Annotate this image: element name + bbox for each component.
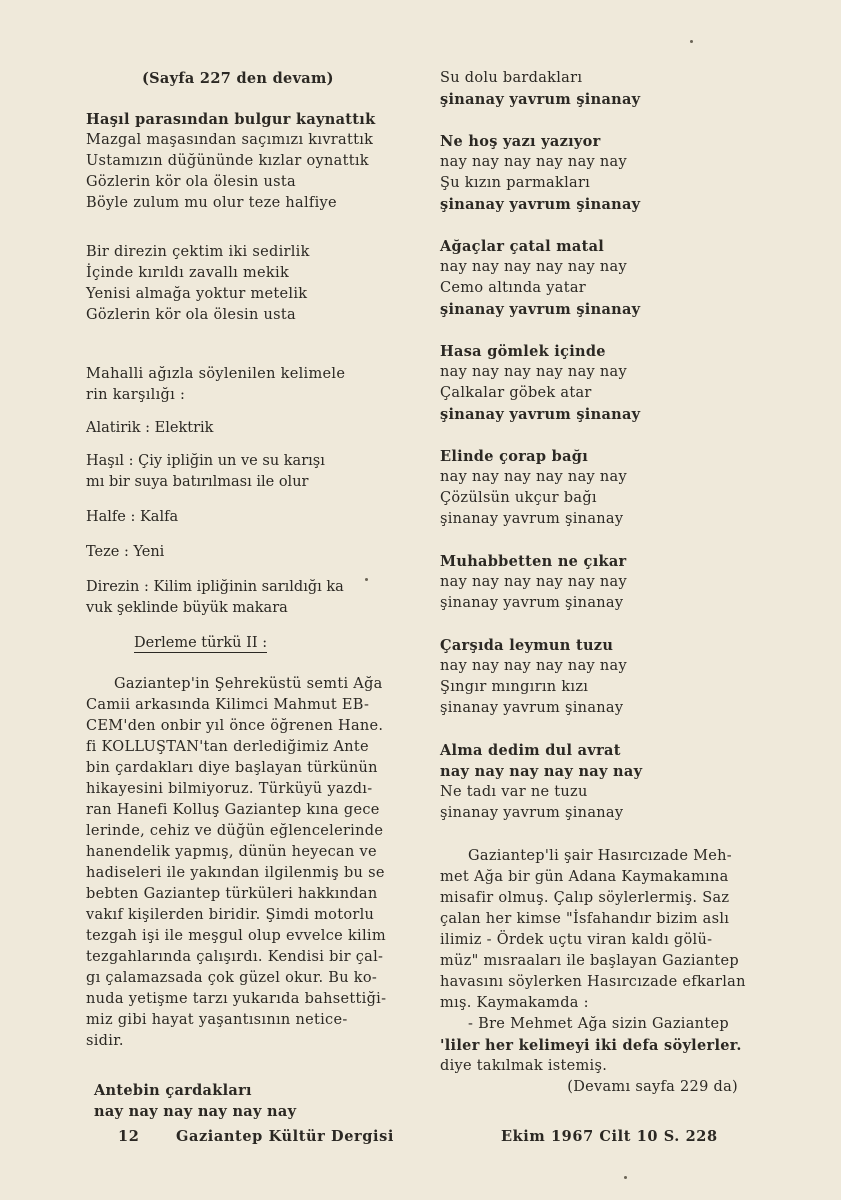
song-line: nay nay nay nay nay nay	[440, 469, 627, 485]
anecdote-line: - Bre Mehmet Ağa sizin Gaziantep	[468, 1016, 729, 1032]
issue-info: Ekim 1967 Cilt 10 S. 228	[501, 1128, 718, 1145]
song-stanza-3	[440, 236, 760, 320]
paragraph-line: hanendelik yapmış, dünün heyecan ve	[86, 844, 377, 860]
song-line: Şıngır mıngırın kızı	[440, 679, 589, 695]
poem-line: Yenisi almağa yoktur metelik	[86, 286, 308, 302]
glossary-entry-hasil: Haşıl : Çiy ipliğin un ve su karışı	[86, 453, 325, 469]
anecdote-line: mış. Kaymakamda :	[440, 995, 589, 1011]
song-line: Çalkalar göbek atar	[440, 385, 592, 401]
song-line: nay nay nay nay nay nay	[94, 1103, 297, 1120]
paragraph-line: bin çardakları diye başlayan türkünün	[86, 760, 378, 776]
article-paragraph	[86, 674, 416, 1052]
song-stanza-2	[440, 131, 760, 215]
anecdote-paragraph	[440, 846, 760, 1098]
continued-to-note: (Devamı sayfa 229 da)	[567, 1079, 738, 1095]
paragraph-line: lerinde, cehiz ve düğün eğlencelerinde	[86, 823, 384, 839]
song-line: şinanay yavrum şinanay	[440, 595, 624, 611]
print-speck	[690, 40, 693, 43]
glossary-intro-line: Mahalli ağızla söylenilen kelimele	[86, 366, 346, 382]
glossary-entry-direzin-cont: vuk şeklinde büyük makara	[86, 600, 288, 616]
song-line: Çözülsün ukçur bağı	[440, 490, 597, 506]
glossary-entry-halfe: Halfe : Kalfa	[86, 509, 179, 525]
right-column	[440, 68, 760, 1098]
section-heading-text: Derleme türkü II :	[134, 635, 268, 651]
glossary-entry-alatirik: Alatirik : Elektrik	[86, 420, 214, 436]
poem-line: Bir direzin çektim iki sedirlik	[86, 244, 310, 260]
paragraph-line: nuda yetişme tarzı yukarıda bahsettiği-	[86, 991, 387, 1007]
song-line: Çarşıda leymun tuzu	[440, 637, 614, 654]
paragraph-line: ran Hanefi Kolluş Gaziantep kına gece	[86, 802, 380, 818]
glossary-entry-teze: Teze : Yeni	[86, 544, 165, 560]
paragraph-line: miz gibi hayat yaşantısının netice-	[86, 1012, 348, 1028]
song-line: nay nay nay nay nay nay	[440, 574, 627, 590]
song-line: nay nay nay nay nay nay	[440, 259, 627, 275]
poem-line: İçinde kırıldı zavallı mekik	[86, 265, 290, 281]
song-line: şinanay yavrum şinanay	[440, 700, 624, 716]
song-stanza-5	[440, 446, 760, 530]
anecdote-line: müz" mısraaları ile başlayan Gaziantep	[440, 953, 739, 969]
anecdote-line: ilimiz - Ördek uçtu viran kaldı gölü-	[440, 932, 713, 948]
song-line: şinanay yavrum şinanay	[440, 196, 641, 213]
paragraph-line: Gaziantep'in Şehreküstü semti Ağa	[114, 676, 383, 692]
poem-line: Ustamızın düğününde kızlar oynattık	[86, 153, 369, 169]
song-line: Ne tadı var ne tuzu	[440, 784, 588, 800]
poem-stanza-1	[86, 109, 416, 214]
song-line: Şu kızın parmakları	[440, 175, 591, 191]
song-line: şinanay yavrum şinanay	[440, 301, 641, 318]
song-stanza-8	[440, 740, 760, 824]
section-heading	[86, 633, 416, 654]
glossary-intro-line: rin karşılığı :	[86, 387, 186, 403]
poem-line: Mazgal maşasından saçımızı kıvrattık	[86, 132, 374, 148]
paragraph-line: bebten Gaziantep türküleri hakkından	[86, 886, 378, 902]
paragraph-line: hadiseleri ile yakından ilgilenmiş bu se	[86, 865, 385, 881]
song-line: nay nay nay nay nay nay	[440, 154, 627, 170]
paragraph-line: gı çalamazsada çok güzel okur. Bu ko-	[86, 970, 378, 986]
paragraph-line: sidir.	[86, 1033, 124, 1049]
song-line: nay nay nay nay nay nay	[440, 763, 643, 780]
poem-line: Gözlerin kör ola ölesin usta	[86, 174, 296, 190]
song-line: nay nay nay nay nay nay	[440, 658, 627, 674]
anecdote-line: çalan her kimse "İsfahandır bizim aslı	[440, 911, 730, 927]
anecdote-line: Gaziantep'li şair Hasırcızade Meh-	[468, 848, 732, 864]
paragraph-line: Camii arkasında Kilimci Mahmut EB-	[86, 697, 370, 713]
poem-line: Haşıl parasından bulgur kaynattık	[86, 111, 376, 128]
paragraph-line: CEM'den onbir yıl önce öğrenen Hane.	[86, 718, 384, 734]
song-line: Hasa gömlek içinde	[440, 343, 606, 360]
song-start	[86, 1080, 416, 1122]
song-stanza-7	[440, 635, 760, 719]
song-line: Ağaçlar çatal matal	[440, 238, 605, 255]
continued-from-note: (Sayfa 227 den devam)	[142, 70, 334, 87]
song-line: şinanay yavrum şinanay	[440, 406, 641, 423]
glossary-entry-direzin: Direzin : Kilim ipliğinin sarıldığı ka	[86, 579, 344, 595]
poem-line: Gözlerin kör ola ölesin usta	[86, 307, 296, 323]
poem-line: Böyle zulum mu olur teze halfiye	[86, 195, 337, 211]
song-line: Alma dedim dul avrat	[440, 742, 621, 759]
paragraph-line: tezgah işi ile meşgul olup evvelce kilim	[86, 928, 386, 944]
song-line: Muhabbetten ne çıkar	[440, 553, 627, 570]
print-speck	[624, 1176, 627, 1179]
song-line: Ne hoş yazı yazıyor	[440, 133, 601, 150]
anecdote-line: 'liler her kelimeyi iki defa söylerler.	[440, 1037, 742, 1054]
anecdote-line: misafir olmuş. Çalıp söylerlermiş. Saz	[440, 890, 730, 906]
paragraph-line: vakıf kişilerden biridir. Şimdi motorlu	[86, 907, 375, 923]
print-speck	[365, 578, 368, 581]
song-line: Su dolu bardakları	[440, 70, 583, 86]
song-line: Antebin çardakları	[94, 1082, 252, 1099]
song-line: şinanay yavrum şinanay	[440, 91, 641, 108]
song-stanza-4	[440, 341, 760, 425]
journal-title: Gaziantep Kültür Dergisi	[176, 1128, 394, 1145]
song-line: şinanay yavrum şinanay	[440, 805, 624, 821]
song-stanza-1	[440, 68, 760, 110]
glossary-entry-hasil-cont: mı bir suya batırılması ile olur	[86, 474, 309, 490]
glossary-intro	[86, 364, 416, 406]
paragraph-line: fi KOLLUŞTAN'tan derlediğimiz Ante	[86, 739, 369, 755]
song-line: nay nay nay nay nay nay	[440, 364, 627, 380]
paragraph-line: tezgahlarında çalışırdı. Kendisi bir çal-	[86, 949, 384, 965]
page-number: 12	[118, 1128, 140, 1145]
song-line: şinanay yavrum şinanay	[440, 511, 624, 527]
paragraph-line: hikayesini bilmiyoruz. Türküyü yazdı-	[86, 781, 373, 797]
left-column	[86, 68, 416, 1122]
song-line: Cemo altında yatar	[440, 280, 587, 296]
poem-stanza-2	[86, 242, 416, 326]
anecdote-line: diye takılmak istemiş.	[440, 1058, 608, 1074]
song-line: Elinde çorap bağı	[440, 448, 589, 465]
anecdote-line: havasını söylerken Hasırcızade efkarlan	[440, 974, 746, 990]
anecdote-line: met Ağa bir gün Adana Kaymakamına	[440, 869, 729, 885]
song-stanza-6	[440, 551, 760, 614]
